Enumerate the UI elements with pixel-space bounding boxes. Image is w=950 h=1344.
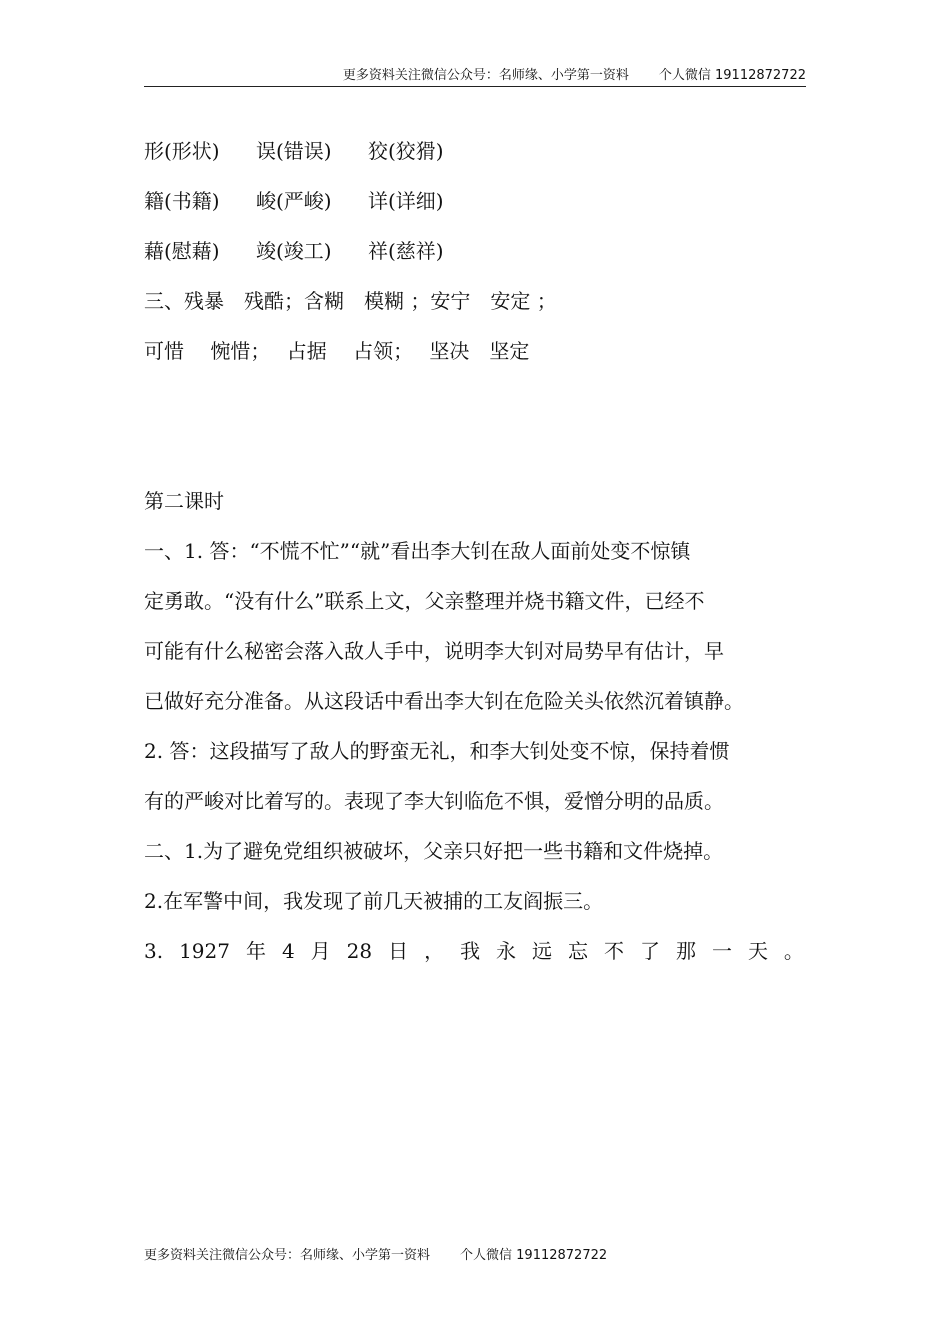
justified-token: 月 xyxy=(310,939,331,963)
word-row xyxy=(144,126,809,176)
word-row xyxy=(144,226,809,276)
word-pair: 藉(慰藉) xyxy=(144,239,220,263)
justified-token: 我 xyxy=(460,939,481,963)
justified-token: 。 xyxy=(783,939,804,963)
answer-line: 一、1. 答：“不慌不忙”“就”看出李大钊在敌人面前处变不惊镇 xyxy=(144,539,691,563)
header-wechat-text: 个人微信 19112872722 xyxy=(658,68,806,83)
word-pair: 祥(慈祥) xyxy=(368,239,444,263)
answer-line-justified xyxy=(144,926,804,976)
word-pair: 峻(严峻) xyxy=(256,189,332,213)
justified-token: 日 xyxy=(388,939,409,963)
blank-spacer xyxy=(144,376,809,476)
justified-token: 4 xyxy=(281,939,295,963)
word-pair: 形(形状) xyxy=(144,139,220,163)
word-row xyxy=(144,176,809,226)
justified-token: 了 xyxy=(639,939,660,963)
justified-token: 1927 xyxy=(179,939,230,963)
section3-line: 三、残暴 残酷；含糊 模糊 ；安宁 安定 ； xyxy=(144,289,557,313)
justified-token: 3. xyxy=(144,939,164,963)
justified-token: 不 xyxy=(604,939,624,963)
section3-line: 可惜 惋惜； 占据 占领； 坚决 坚定 xyxy=(144,339,530,363)
word-pair: 籍(书籍) xyxy=(144,189,220,213)
answer-line: 有的严峻对比着写的。表现了李大钊临危不惧，爱憎分明的品质。 xyxy=(144,789,724,813)
answer-line: 2.在军警中间，我发现了前几天被捕的工友阎振三。 xyxy=(144,889,604,913)
justified-token: 28 xyxy=(346,939,373,963)
footer-wechat-text: 个人微信 19112872722 xyxy=(460,1248,608,1263)
answer-line: 2. 答：这段描写了敌人的野蛮无礼，和李大钊处变不惊，保持着惯 xyxy=(144,739,730,763)
word-pair: 竣(竣工) xyxy=(256,239,332,263)
justified-token: 年 xyxy=(245,939,266,963)
footer-promo-text: 更多资料关注微信公众号：名师缘、小学第一资料 xyxy=(144,1248,431,1263)
justified-token: 那 xyxy=(675,939,696,963)
justified-token: ， xyxy=(424,939,445,963)
justified-token: 远 xyxy=(532,939,553,963)
page-header xyxy=(144,66,806,87)
lesson-title: 第二课时 xyxy=(144,489,224,513)
answer-line: 已做好充分准备。从这段话中看出李大钊在危险关头依然沉着镇静。 xyxy=(144,689,744,713)
document-body xyxy=(144,126,809,976)
justified-token: 忘 xyxy=(568,939,589,963)
answer-line: 可能有什么秘密会落入敌人手中，说明李大钊对局势早有估计，早 xyxy=(144,639,724,663)
justified-token: 一 xyxy=(711,939,732,963)
header-promo-text: 更多资料关注微信公众号：名师缘、小学第一资料 xyxy=(342,68,629,83)
word-pair: 狡(狡猾) xyxy=(368,139,444,163)
justified-token: 永 xyxy=(496,939,517,963)
justified-token: 天 xyxy=(747,939,768,963)
word-pair: 详(详细) xyxy=(368,189,444,213)
answer-line: 二、1.为了避免党组织被破坏，父亲只好把一些书籍和文件烧掉。 xyxy=(144,839,724,863)
page-footer xyxy=(144,1246,607,1266)
answer-line: 定勇敢。“没有什么”联系上文，父亲整理并烧书籍文件，已经不 xyxy=(144,589,705,613)
word-pair: 误(错误) xyxy=(256,139,332,163)
